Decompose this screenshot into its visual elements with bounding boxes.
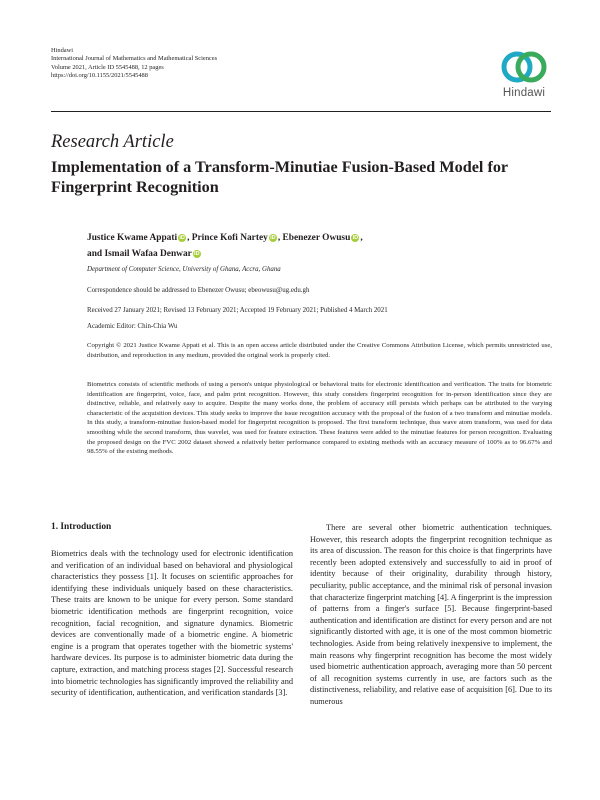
orcid-icon[interactable]: iD	[179, 234, 185, 241]
hindawi-logo-icon	[496, 47, 552, 87]
author-name[interactable]: Prince Kofi Nartey	[191, 233, 268, 243]
affiliation: Department of Computer Science, University of Ghana, Accra, Ghana	[87, 266, 281, 273]
orcid-icon[interactable]: iD	[270, 234, 276, 241]
paragraph: There are several other biometric authentication techniques. However, this research adopts the fingerprint recognition technique as its area of discussion. The reason for this choice is that fingerprints have recently been adopted extensively and successfully to aid in proof of identity because of their originality, durability through history, peculiarity, public acceptance, and the minimal risk of personal invasion that characterize fingerprint matching [4]. A fingerprint is the impression of patterns from a finger's surface [5]. Because fingerprint-based authentication and identification are distinct for every person and are not significantly distorted with age, it is one of the most common biometric technologies. Aside from being relatively inexpensive to implement, the main reasons why fingerprint recognition has become the most widely used biometric authentication approach, averaging more than 50 percent of all recognition systems currently in use, are factors such as the distinctiveness, reliability, and relative ease of acquisition [6]. Due to its numerous	[310, 523, 552, 706]
orcid-icon[interactable]: iD	[194, 250, 200, 257]
author-name[interactable]: Ismail Wafaa Denwar	[104, 249, 192, 259]
paragraph: Biometrics deals with the technology used for electronic identification and verification of an individual based on behavioral and physiological characteristics they possess [1]. It focuses on scientific approaches for identifying these individuals uniquely based on these characteristics. These traits are known to be unique for every person. Some standard biometric identification methods are fingerprint recognition, voice recognition, facial recognition, and signature dynamics. Biometric devices are conventionally made of a biometric engine. A biometric engine is a program that operates together with the biometric systems' hardware devices. Its purpose is to administer biometric data during the capture, extraction, and matching process stages [2]. Successful research into biometric technologies has significantly improved the reliability and security of identification, authentication, and verification standards [3].	[51, 549, 293, 698]
doi-link[interactable]: https://doi.org/10.1155/2021/5545488	[51, 72, 148, 80]
copyright-notice: Copyright © 2021 Justice Kwame Appati et al. This is an open access article distributed under the Creative Commons Attribution License, which permits unrestricted use, distribution, and reproduction in any medium, provided the original work is properly cited.	[87, 342, 552, 359]
author-name[interactable]: Justice Kwame Appati	[87, 233, 178, 243]
logo-text: Hindawi	[502, 87, 546, 99]
journal-name: International Journal of Mathematics and Mathematical Sciences	[51, 55, 218, 63]
left-column	[51, 522, 293, 699]
author-name[interactable]: Ebenezer Owusu	[282, 233, 351, 243]
right-column	[310, 522, 552, 708]
header-divider	[51, 111, 551, 112]
academic-editor: Academic Editor: Chin-Chia Wu	[87, 323, 178, 330]
paper-title: Implementation of a Transform-Minutiae Fusion-Based Model for Fingerprint Recognition	[51, 158, 508, 196]
author-line-1: Justice Kwame Appati iD , Prince Kofi Nartey iD , Ebenezer Owusu iD ,	[87, 233, 363, 243]
article-type: Research Article	[51, 132, 174, 152]
correspondence: Correspondence should be addressed to Ebenezer Owusu; ebeowusu@ug.edu.gh	[87, 287, 310, 294]
author-conjunction: and	[87, 249, 105, 259]
author-line-2	[87, 246, 557, 262]
orcid-icon[interactable]: iD	[352, 234, 359, 241]
publisher-name: Hindawi	[51, 47, 74, 54]
section-heading: 1. Introduction	[51, 522, 112, 532]
journal-info	[51, 47, 217, 81]
hindawi-logo	[496, 47, 552, 107]
volume-info: Volume 2021, Article ID 5545488, 12 pages	[51, 63, 164, 71]
author-list	[87, 230, 557, 262]
dates: Received 27 January 2021; Revised 13 February 2021; Accepted 19 February 2021; Published 4 March 2021	[87, 307, 388, 314]
abstract: Biometrics consists of scientific methods of using a person's unique physiological or behavioral traits for electronic identification and verification. The traits for biometric identification are fingerprint, voice, face, and palm print recognition. However, this study considers fingerprint recognition for in-person identification since they are distinctive, reliable, and relatively easy to acquire. Despite the many works done, the problem of accuracy still persists which perhaps can be attributed to the varying characteristic of the acquisition devices. This study seeks to improve the issue recognition accuracy with the proposal of the fusion of a two transform and minutiae models. In this study, a transform-minutiae fusion-based model for fingerprint recognition is proposed. The first transform technique, thus wave atom transform, was used for data smoothing while the second transform, thus wavelet, was used for feature extraction. These features were added to the minutiae features for person recognition. Evaluating the proposed design on the FVC 2002 dataset showed a relatively better performance compared to existing methods with an accuracy measure of 100% as to 96.67% and 98.55% of the existing methods.	[87, 381, 552, 456]
